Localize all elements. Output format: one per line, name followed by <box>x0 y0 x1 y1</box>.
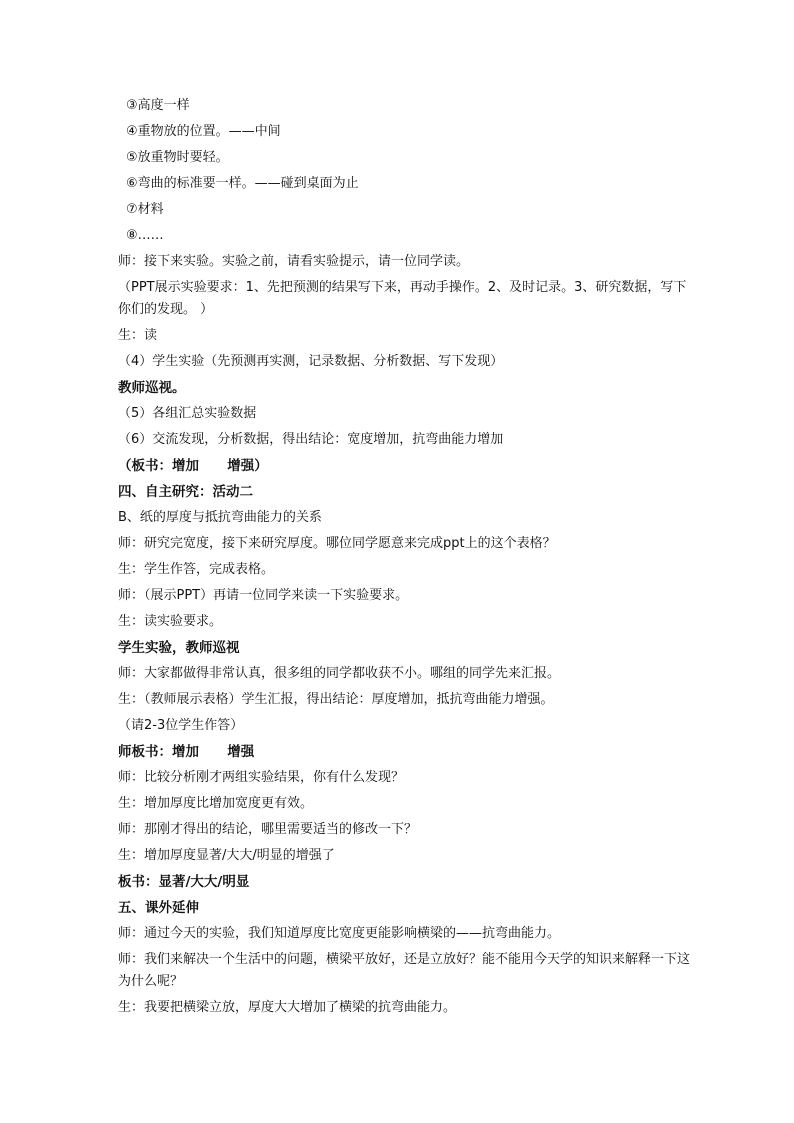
paragraph: B、纸的厚度与抵抗弯曲能力的关系 <box>118 510 322 525</box>
list-item: ③高度一样 <box>126 98 190 113</box>
section-heading: 教师巡视。 <box>118 380 186 396</box>
paragraph: 师：（展示PPT）再请一位同学来读一下实验要求。 <box>118 588 409 603</box>
paragraph: （5）各组汇总实验数据 <box>118 406 257 421</box>
paragraph: 生：增加厚度显著/大大/明显的增强了 <box>118 848 335 863</box>
list-item: ⑥弯曲的标准要一样。——碰到桌面为止 <box>126 176 359 191</box>
paragraph: 师：通过今天的实验，我们知道厚度比宽度更能影响横梁的——抗弯曲能力。 <box>118 926 561 941</box>
paragraph: 生：（教师展示表格）学生汇报，得出结论：厚度增加，抵抗弯曲能力增强。 <box>118 692 554 707</box>
paragraph: 生：学生作答，完成表格。 <box>118 562 275 577</box>
paragraph: 生：读实验要求。 <box>118 614 223 629</box>
blackboard-note: 板书：显著/大大/明显 <box>118 874 250 890</box>
document-body <box>118 93 696 1021</box>
paragraph: 师：那刚才得出的结论，哪里需要适当的修改一下？ <box>118 822 418 837</box>
paragraph: 师：我们来解决一个生活中的问题，横梁平放好，还是立放好？能不能用今天学的知识来解释一下这为什么呢？ <box>118 952 691 989</box>
paragraph: 生：我要把横梁立放，厚度大大增加了横梁的抗弯曲能力。 <box>118 1000 457 1015</box>
paragraph: 师：比较分析刚才两组实验结果，你有什么发现？ <box>118 770 405 785</box>
paragraph: （PPT展示实验要求：1、先把预测的结果写下来，再动手操作。2、及时记录。3、研究数据，写下你们的发现。 ） <box>118 280 687 317</box>
list-item: ④重物放的位置。——中间 <box>126 124 281 139</box>
list-item: ⑤放重物时要轻。 <box>126 150 229 165</box>
paragraph: （6）交流发现，分析数据，得出结论：宽度增加，抗弯曲能力增加 <box>118 432 504 447</box>
paragraph: （请2-3位学生作答） <box>118 718 244 733</box>
list-item: ⑧…… <box>126 228 164 243</box>
section-heading: 五、课外延伸 <box>118 900 199 916</box>
list-item: ⑦材料 <box>126 202 164 217</box>
section-heading: 四、自主研究：活动二 <box>118 484 253 500</box>
paragraph: 师：研究完宽度，接下来研究厚度。哪位同学愿意来完成ppt上的这个表格？ <box>118 536 556 551</box>
paragraph: （4）学生实验（先预测再实测，记录数据、分析数据、写下发现） <box>118 354 504 369</box>
section-heading: 学生实验，教师巡视 <box>118 640 240 656</box>
paragraph: 生：读 <box>118 328 158 343</box>
paragraph: 师：大家都做得非常认真，很多组的同学都收获不小。哪组的同学先来汇报。 <box>118 666 561 681</box>
blackboard-note: 师板书：增加 增强 <box>118 744 255 760</box>
paragraph: 生：增加厚度比增加宽度更有效。 <box>118 796 314 811</box>
blackboard-note: （板书：增加 增强） <box>118 458 268 474</box>
paragraph: 师：接下来实验。实验之前，请看实验提示，请一位同学读。 <box>118 254 470 269</box>
